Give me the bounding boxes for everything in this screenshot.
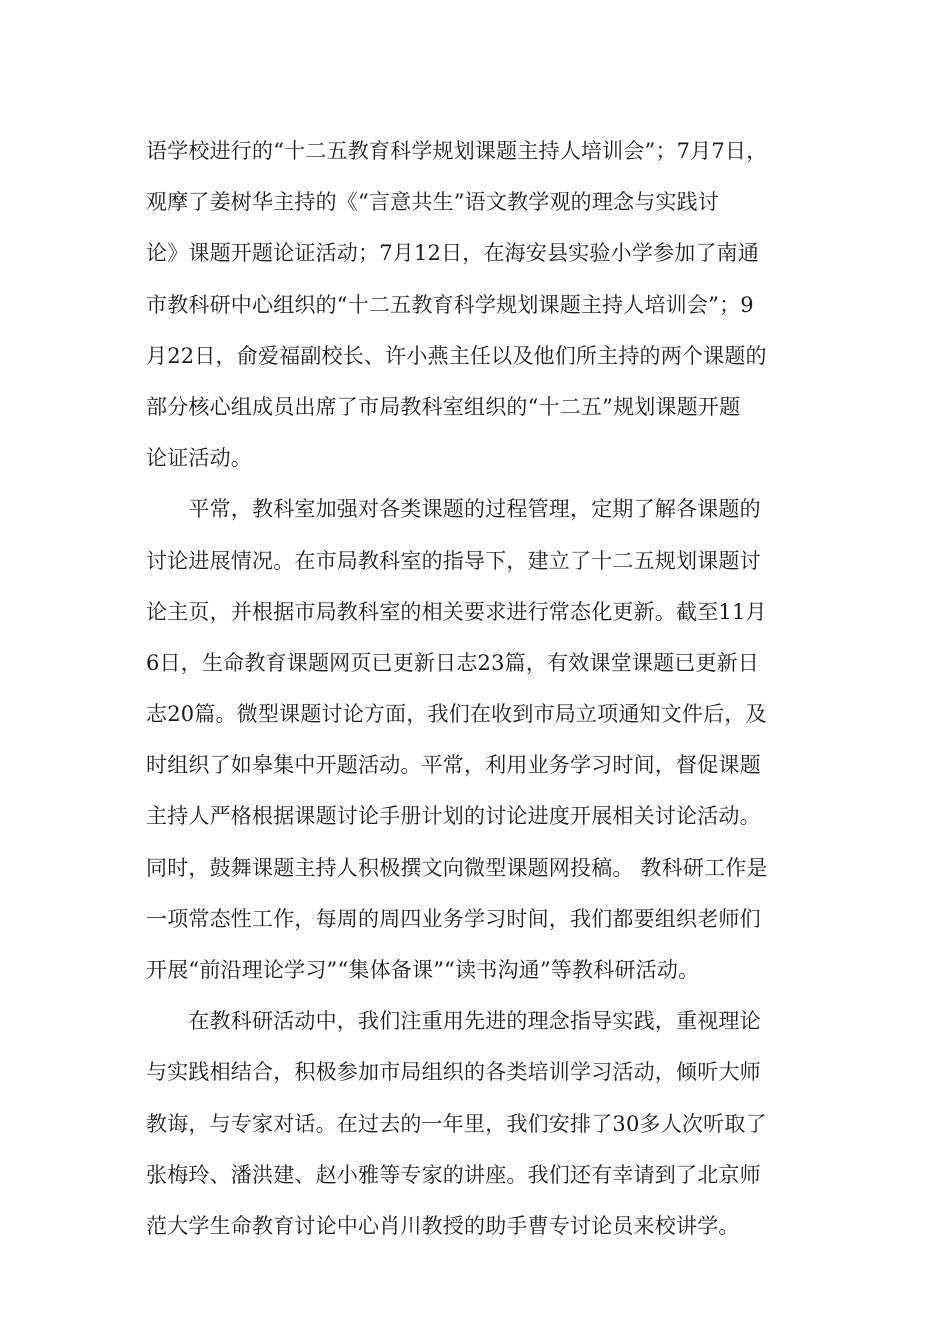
text-line: 一项常态性工作，每周的周四业务学习时间，我们都要组织老师们 [146,906,761,931]
text-line: 部分核心组成员出席了市局教科室组织的“十二五”规划课题开题 [146,394,741,419]
text-line: 讨论进展情况。在市局教科室的指导下，建立了十二五规划课题讨 [146,548,761,573]
text-line: 张梅玲、潘洪建、赵小雅等专家的讲座。我们还有幸请到了北京师 [146,1162,761,1187]
text-line: 范大学生命教育讨论中心肖川教授的助手曹专讨论员来校讲学。 [146,1213,740,1238]
text-line: 月22日，俞爱福副校长、许小燕主任以及他们所主持的两个课题的 [146,343,767,368]
text-line: 时组织了如皋集中开题活动。平常，利用业务学习时间，督促课题 [146,753,761,778]
text-line: 教诲，与专家对话。在过去的一年里，我们安排了30多人次听取了 [146,1111,767,1136]
paragraph-start-line: 平常，教科室加强对各类课题的过程管理，定期了解各课题的 [146,497,761,522]
text-line: 论主页，并根据市局教科室的相关要求进行常态化更新。截至11月 [146,599,767,624]
text-line: 6日，生命教育课题网页已更新日志23篇，有效课堂课题已更新日 [146,650,760,675]
text-line: 市教科研中心组织的“十二五教育科学规划课题主持人培训会”；9 [146,292,754,317]
text-line: 语学校进行的“十二五教育科学规划课题主持人培训会”；7月7日， [146,139,768,163]
text-line: 论证活动。 [146,446,252,471]
text-line: 开展“前沿理论学习”“集体备课”“读书沟通”等教科研活动。 [146,958,700,982]
text-line: 主持人严格根据课题讨论手册计划的讨论进度开展相关讨论活动。 [146,804,761,829]
paragraph-start-line: 在教科研活动中，我们注重用先进的理念指导实践，重视理论 [146,1009,761,1034]
text-line: 论》课题开题论证活动；7月12日，在海安县实验小学参加了南通 [146,241,760,266]
text-line: 观摩了姜树华主持的《“言意共生”语文教学观的理念与实践讨 [146,190,720,215]
text-line: 与实践相结合，积极参加市局组织的各类培训学习活动，倾听大师 [146,1060,761,1085]
document-body [146,126,810,1252]
text-line: 志20篇。微型课题讨论方面，我们在收到市局立项通知文件后，及 [146,702,767,727]
text-line: 同时，鼓舞课题主持人积极撰文向微型课题网投稿。 教科研工作是 [146,855,768,880]
